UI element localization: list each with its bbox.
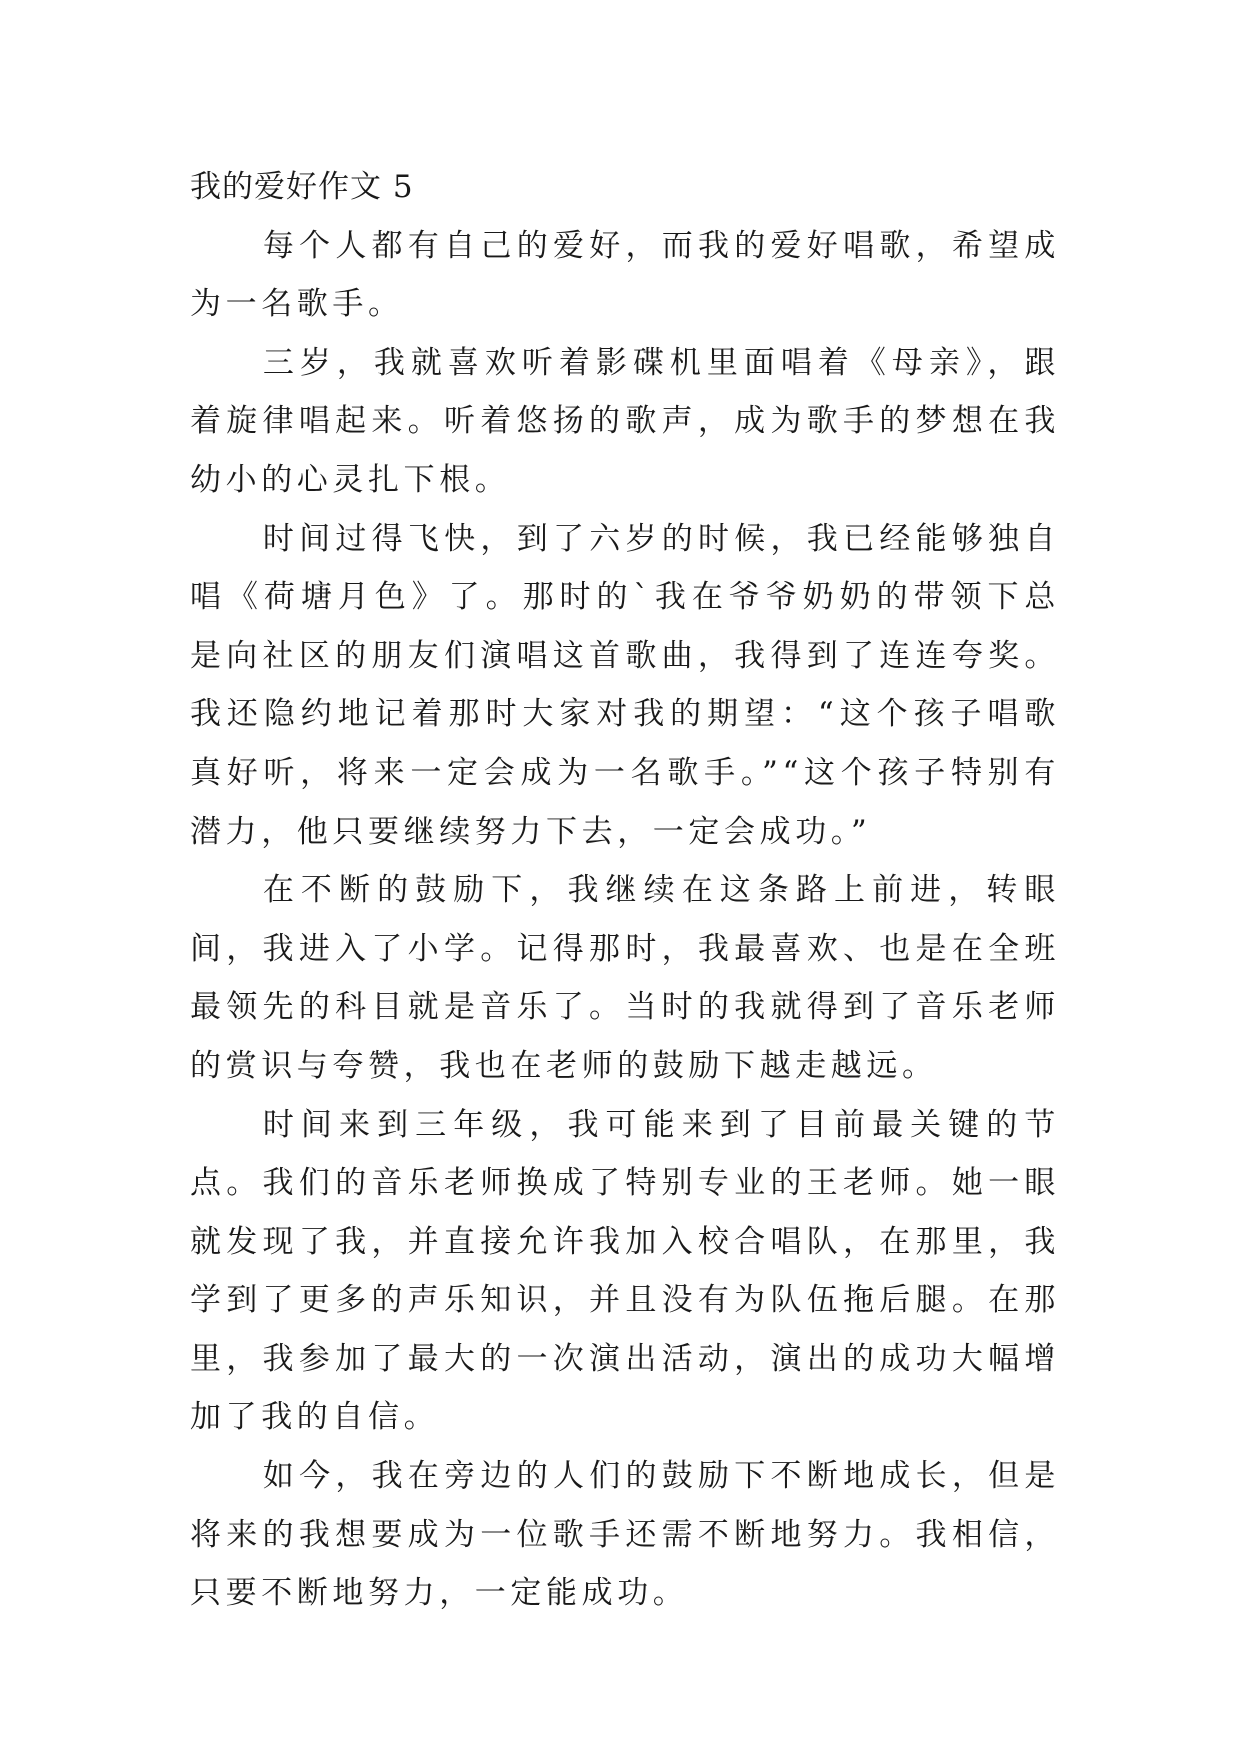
paragraph-4: 在不断的鼓励下，我继续在这条路上前进，转眼间，我进入了小学。记得那时，我最喜欢、也是在全班最领先的科目就是音乐了。当时的我就得到了音乐老师的赏识与夸赞，我也在老师的鼓励下越走越远。 (190, 872, 1060, 1084)
paragraph-1: 每个人都有自己的爱好，而我的爱好唱歌，希望成为一名歌手。 (190, 227, 1060, 323)
paragraph-5: 时间来到三年级，我可能来到了目前最关键的节点。我们的音乐老师换成了特别专业的王老师。她一眼就发现了我，并直接允许我加入校合唱队，在那里，我学到了更多的声乐知识，并且没有为队伍拖后腿。在那里，我参加了最大的一次演出活动，演出的成功大幅增加了我的自信。 (190, 1106, 1060, 1436)
paragraph-2: 三岁，我就喜欢听着影碟机里面唱着《母亲》，跟着旋律唱起来。听着悠扬的歌声，成为歌手的梦想在我幼小的心灵扎下根。 (190, 344, 1060, 498)
paragraph-3: 时间过得飞快，到了六岁的时候，我已经能够独自唱《荷塘月色》了。那时的`我在爷爷奶奶的带领下总是向社区的朋友们演唱这首歌曲，我得到了连连夸奖。我还隐约地记着那时大家对我的期望：“这个孩子唱歌真好听，将来一定会成为一名歌手。”“这个孩子特别有潜力，他只要继续努力下去，一定会成功。” (190, 520, 1060, 850)
essay-body (190, 158, 1060, 1623)
essay-title: 我的爱好作文 5 (190, 169, 414, 205)
paragraph-6: 如今，我在旁边的人们的鼓励下不断地成长，但是将来的我想要成为一位歌手还需不断地努力。我相信，只要不断地努力，一定能成功。 (190, 1458, 1060, 1612)
